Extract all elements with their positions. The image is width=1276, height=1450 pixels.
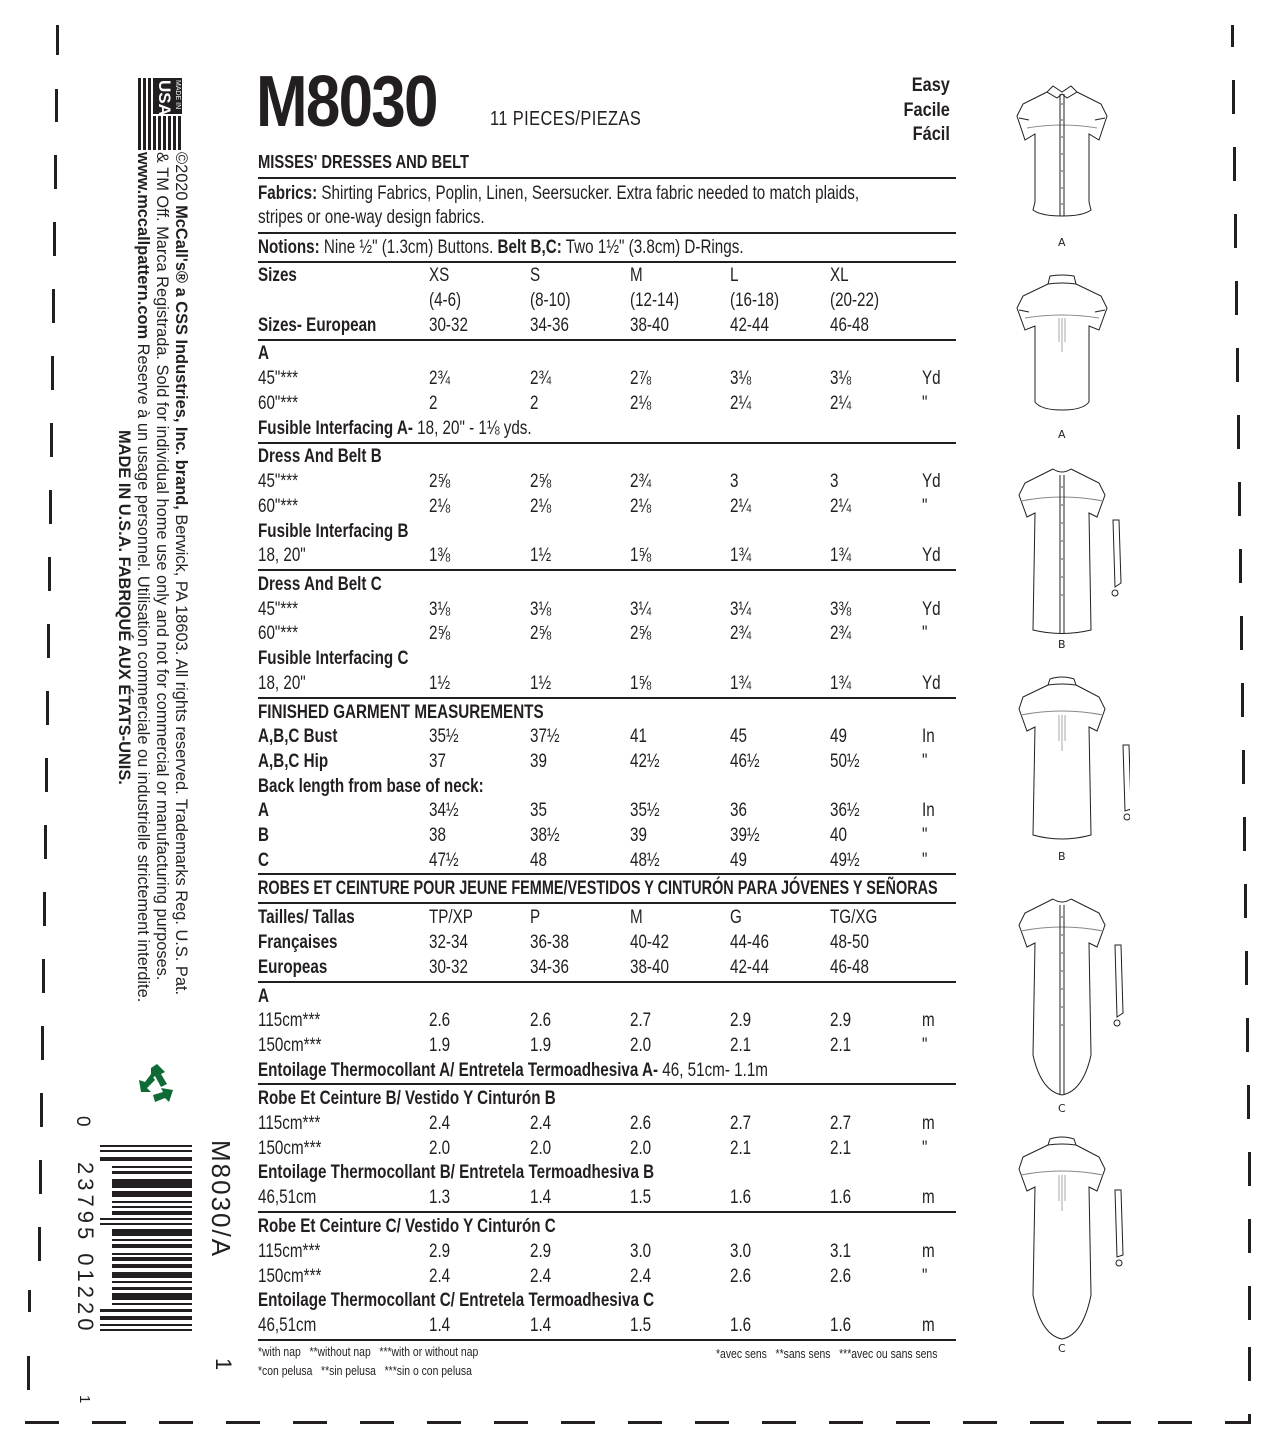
entoilage-heading: Entoilage Thermocollant C/ Entretela Termoadhesiva C	[258, 1289, 655, 1311]
barcode-check-digit: 1	[76, 1395, 93, 1404]
entoilage-heading: Entoilage Thermocollant B/ Entretela Termoadhesiva B	[258, 1161, 655, 1183]
barcode-digits: 23795 01220	[73, 1162, 98, 1335]
fabrics-line-2: stripes or one-way design fabrics.	[258, 206, 485, 228]
yardage-row: 45"*** 3⅛ 3⅛ 3¼ 3¼ 3⅜ Yd	[258, 598, 941, 620]
sku-code: M8030/A	[206, 1140, 236, 1259]
measurement-row: B 38 38½ 39 39½ 40 "	[258, 824, 928, 846]
pattern-number: M8030	[256, 62, 437, 142]
entoilage-row: 46,51cm 1.3 1.4 1.5 1.6 1.6 m	[258, 1186, 935, 1208]
metric-row: 150cm*** 1.9 1.9 2.0 2.1 2.1 "	[258, 1034, 928, 1056]
measurement-row: A,B,C Bust 35½ 37½ 41 45 49 In	[258, 725, 935, 747]
yardage-row: 60"*** 2 2 2⅛ 2¼ 2¼ "	[258, 392, 928, 414]
interfacing-heading: Fusible Interfacing C	[258, 647, 409, 669]
illustration-view-a-back	[1015, 272, 1110, 427]
interfacing-heading: Fusible Interfacing B	[258, 520, 409, 542]
piece-count: 11 PIECES/PIEZAS	[490, 108, 642, 130]
measurement-row: C 47½ 48 48½ 49 49½ "	[258, 849, 928, 871]
illustration-label: C	[1058, 1342, 1066, 1355]
legal-notice: ©2020 McCall's® a CSS Industries, Inc. brand, Berwick, PA 18603. All rights reserved. Trademarks Reg. U.S. Pat. & TM Off. Marca Registrada. Sold for individual home use only and not for commercial or manufacturing purposes. www.mccallpattern.com Reserve à un usage personnel. Utilisation commerciale ou industrielle strictement interdite. MADE IN U.S.A. FABRIQUÉ AUX ÉTATS-UNIS.	[115, 152, 190, 1003]
svg-text:MADE IN: MADE IN	[174, 80, 181, 110]
measurement-row: A,B,C Hip 37 39 42½ 46½ 50½ "	[258, 750, 928, 772]
illustration-view-c-back	[1015, 1135, 1130, 1345]
metric-row: 115cm*** 2.4 2.4 2.6 2.7 2.7 m	[258, 1112, 935, 1134]
sku-page-number: 1	[211, 1358, 236, 1371]
barcode	[86, 1135, 196, 1360]
metric-view-c-heading: Robe Et Ceinture C/ Vestido Y Cinturón C	[258, 1215, 556, 1237]
tailles-row: Tailles/ Tallas TP/XP P M G TG/XG	[258, 906, 878, 928]
made-in-usa-logo	[138, 78, 182, 150]
illustration-label: A	[1058, 428, 1066, 441]
footnote-spanish: *con pelusa **sin pelusa ***sin o con pelusa	[258, 1363, 472, 1378]
view-a-heading: A	[258, 342, 269, 364]
metric-row: 115cm*** 2.6 2.6 2.7 2.9 2.9 m	[258, 1009, 935, 1031]
metric-title: ROBES ET CEINTURE POUR JEUNE FEMME/VESTIDOS Y CINTURÓN PARA JÓVENES Y SEÑORAS	[258, 877, 938, 899]
size-ranges-row: (4-6) (8-10) (12-14) (16-18) (20-22)	[429, 289, 880, 311]
illustration-view-b-back	[1015, 675, 1130, 845]
fusible-interfacing-a: Fusible Interfacing A- 18, 20" - 1⅛ yds.	[258, 417, 532, 439]
metric-row: 150cm*** 2.4 2.4 2.4 2.6 2.6 "	[258, 1265, 928, 1287]
metric-row: 150cm*** 2.0 2.0 2.0 2.1 2.1 "	[258, 1137, 928, 1159]
illustration-label: B	[1058, 638, 1066, 651]
europeas-row: Europeas 30-32 34-36 38-40 42-44 46-48	[258, 956, 869, 978]
interfacing-row: 18, 20" 1½ 1½ 1⅝ 1¾ 1¾ Yd	[258, 672, 941, 694]
yardage-row: 45"*** 2¾ 2¾ 2⅞ 3⅛ 3⅛ Yd	[258, 367, 941, 389]
illustration-label: A	[1058, 236, 1066, 249]
measurement-row: A 34½ 35 35½ 36 36½ In	[258, 799, 935, 821]
sizes-european-row: Sizes- European 30-32 34-36 38-40 42-44 46-48	[258, 314, 869, 336]
illustration-view-a-front	[1015, 82, 1110, 232]
francaises-row: Françaises 32-34 36-38 40-42 44-46 48-50	[258, 931, 869, 953]
metric-view-a-heading: A	[258, 985, 269, 1007]
illustration-label: B	[1058, 850, 1066, 863]
fabrics-line-1: Fabrics: Shirting Fabrics, Poplin, Linen, Seersucker. Extra fabric needed to match plaids,	[258, 182, 860, 204]
pattern-title: MISSES' DRESSES AND BELT	[258, 152, 470, 172]
interfacing-row: 18, 20" 1⅜ 1½ 1⅝ 1¾ 1¾ Yd	[258, 544, 941, 566]
yardage-row: 45"*** 2⅝ 2⅝ 2¾ 3 3 Yd	[258, 470, 941, 492]
yardage-row: 60"*** 2⅛ 2⅛ 2⅛ 2¼ 2¼ "	[258, 495, 928, 517]
entoilage-a: Entoilage Thermocollant A/ Entretela Termoadhesiva A- 46, 51cm- 1.1m	[258, 1059, 768, 1081]
back-length-label: Back length from base of neck:	[258, 775, 484, 797]
finished-measurements-heading: FINISHED GARMENT MEASUREMENTS	[258, 701, 544, 723]
recycle-icon	[133, 1060, 181, 1108]
metric-view-b-heading: Robe Et Ceinture B/ Vestido Y Cinturón B	[258, 1087, 556, 1109]
illustration-view-c-front	[1015, 895, 1130, 1100]
notions: Notions: Nine ½" (1.3cm) Buttons. Belt B,C: Two 1½" (3.8cm) D-Rings.	[258, 236, 744, 258]
view-c-heading: Dress And Belt C	[258, 573, 382, 595]
illustration-view-b-front	[1015, 465, 1130, 635]
sizes-row: Sizes XS S M L XL	[258, 264, 849, 286]
yardage-row: 60"*** 2⅝ 2⅝ 2⅝ 2¾ 2¾ "	[258, 622, 928, 644]
barcode-lead-digit: 0	[72, 1116, 93, 1127]
metric-row: 115cm*** 2.9 2.9 3.0 3.0 3.1 m	[258, 1240, 935, 1262]
view-b-heading: Dress And Belt B	[258, 445, 382, 467]
footnote-french: *avec sens **sans sens ***avec ou sans sens	[716, 1346, 938, 1361]
difficulty-rating: Easy Facile Fácil	[903, 75, 950, 145]
illustration-label: C	[1058, 1102, 1066, 1115]
svg-text:USA: USA	[155, 80, 174, 116]
footnote-english: *with nap **without nap ***with or without nap	[258, 1344, 479, 1359]
entoilage-row: 46,51cm 1.4 1.4 1.5 1.6 1.6 m	[258, 1314, 935, 1336]
